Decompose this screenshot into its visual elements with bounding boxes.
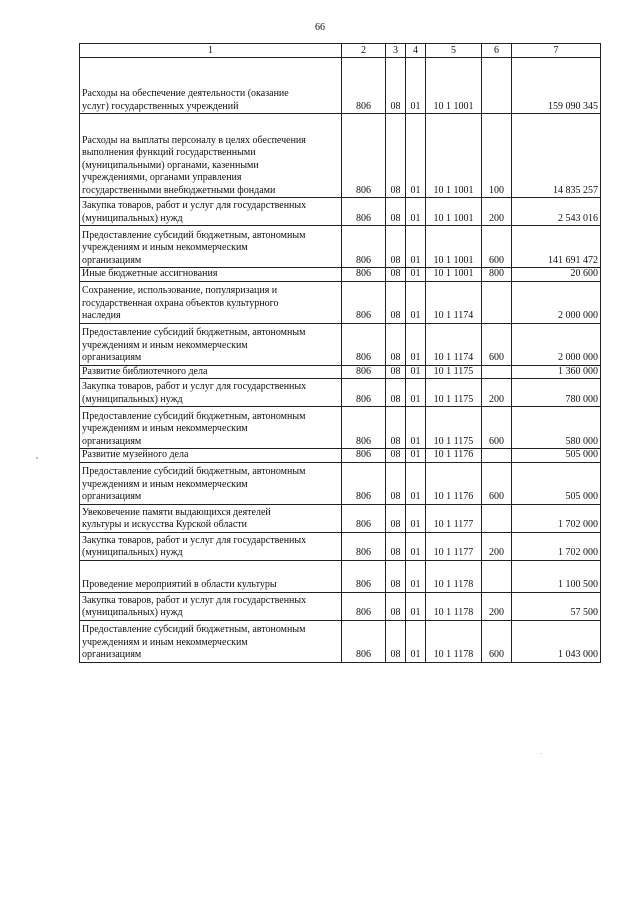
amount-cell	[512, 281, 601, 323]
subsection-code-text: 01	[410, 547, 421, 558]
amount-text: 1 043 000	[558, 649, 598, 660]
ministry-code-text: 806	[356, 519, 371, 530]
expense-type-cell	[482, 449, 512, 463]
amount-cell	[512, 462, 601, 504]
subsection-code-text: 01	[410, 352, 421, 363]
row-name-cell	[80, 58, 342, 114]
ministry-code-text: 806	[356, 254, 371, 266]
ministry-code-cell	[342, 198, 386, 226]
ministry-code-text: 806	[356, 579, 371, 590]
amount-cell	[512, 226, 601, 268]
subsection-code-text: 01	[410, 254, 421, 266]
target-article-cell	[426, 379, 482, 407]
amount-cell	[512, 323, 601, 365]
ministry-code-text: 806	[356, 310, 371, 321]
subsection-code-cell	[406, 560, 426, 592]
expense-type-text: 600	[489, 491, 504, 502]
target-article-text: 10 1 1174	[433, 352, 474, 363]
row-name-cell	[80, 462, 342, 504]
section-code-cell	[386, 504, 406, 532]
ministry-code-cell	[342, 560, 386, 592]
section-code-cell	[386, 198, 406, 226]
target-article-cell	[426, 114, 482, 198]
column-header: 4	[406, 44, 426, 58]
expense-type-cell	[482, 592, 512, 620]
section-code-cell	[386, 365, 406, 379]
expense-type-cell	[482, 281, 512, 323]
subsection-code-text: 01	[410, 579, 421, 590]
table-row	[80, 114, 601, 198]
column-header: 7	[512, 44, 601, 58]
expense-type-cell	[482, 365, 512, 379]
column-header: 1	[80, 44, 342, 58]
ministry-code-cell	[342, 532, 386, 560]
ministry-code-text: 806	[356, 365, 371, 377]
expense-type-text: 200	[489, 212, 504, 224]
expense-type-cell	[482, 462, 512, 504]
section-code-text: 08	[390, 491, 401, 502]
subsection-code-cell	[406, 323, 426, 365]
row-name-cell	[80, 114, 342, 198]
amount-text: 580 000	[565, 435, 598, 447]
ministry-code-text: 806	[356, 449, 371, 460]
table-body	[80, 58, 601, 663]
amount-cell	[512, 379, 601, 407]
target-article-cell	[426, 365, 482, 379]
ministry-code-text: 806	[356, 212, 371, 224]
subsection-code-text: 01	[410, 184, 421, 196]
target-article-cell	[426, 449, 482, 463]
row-name-text: Закупка товаров, работ и услуг для государственных (муниципальных) нужд	[82, 381, 307, 405]
expense-type-cell	[482, 198, 512, 226]
column-header: 6	[482, 44, 512, 58]
target-article-text: 10 1 1001	[433, 100, 474, 112]
target-article-cell	[426, 462, 482, 504]
target-article-cell	[426, 592, 482, 620]
section-code-text: 08	[390, 435, 401, 447]
table-row	[80, 560, 601, 592]
amount-text: 20 600	[570, 268, 598, 279]
target-article-cell	[426, 620, 482, 662]
expense-type-text: 800	[489, 268, 504, 279]
ministry-code-text: 806	[356, 352, 371, 363]
target-article-text: 10 1 1176	[433, 449, 474, 460]
amount-cell	[512, 365, 601, 379]
target-article-cell	[426, 226, 482, 268]
table-row	[80, 407, 601, 449]
amount-text: 2 000 000	[558, 310, 598, 321]
amount-text: 1 702 000	[558, 547, 598, 558]
row-name-cell	[80, 620, 342, 662]
target-article-cell	[426, 268, 482, 282]
ministry-code-cell	[342, 407, 386, 449]
section-code-cell	[386, 592, 406, 620]
expense-type-text: 100	[489, 184, 504, 196]
row-name-text: Закупка товаров, работ и услуг для государственных (муниципальных) нужд	[82, 200, 307, 224]
amount-text: 14 835 257	[553, 184, 598, 196]
expense-type-text: 600	[489, 352, 504, 363]
expense-type-cell	[482, 620, 512, 662]
subsection-code-cell	[406, 226, 426, 268]
target-article-cell	[426, 323, 482, 365]
target-article-text: 10 1 1001	[433, 212, 474, 224]
target-article-text: 10 1 1178	[433, 607, 474, 618]
section-code-text: 08	[390, 100, 401, 112]
amount-cell	[512, 532, 601, 560]
target-article-cell	[426, 407, 482, 449]
row-name-cell	[80, 226, 342, 268]
section-code-text: 08	[390, 365, 401, 377]
section-code-cell	[386, 114, 406, 198]
ministry-code-text: 806	[356, 607, 371, 618]
table-row	[80, 58, 601, 114]
amount-text: 2 000 000	[558, 352, 598, 363]
column-header: 5	[426, 44, 482, 58]
expense-type-cell	[482, 226, 512, 268]
row-name-cell	[80, 281, 342, 323]
subsection-code-text: 01	[410, 491, 421, 502]
target-article-text: 10 1 1175	[433, 393, 474, 405]
row-name-cell	[80, 504, 342, 532]
row-name-text: Предоставление субсидий бюджетным, автономным учреждениям и иным некоммерческим организациям	[82, 624, 306, 660]
expense-type-text: 600	[489, 254, 504, 266]
amount-text: 780 000	[565, 393, 598, 405]
ministry-code-cell	[342, 58, 386, 114]
subsection-code-cell	[406, 268, 426, 282]
ministry-code-text: 806	[356, 435, 371, 447]
ministry-code-text: 806	[356, 649, 371, 660]
row-name-text: Развитие библиотечного дела	[82, 365, 208, 377]
ministry-code-text: 806	[356, 393, 371, 405]
section-code-text: 08	[390, 310, 401, 321]
scan-artifact-mark: ,	[36, 451, 38, 460]
table-row	[80, 323, 601, 365]
subsection-code-cell	[406, 379, 426, 407]
subsection-code-cell	[406, 58, 426, 114]
amount-cell	[512, 560, 601, 592]
table-row	[80, 532, 601, 560]
expense-type-text: 200	[489, 547, 504, 558]
expense-type-cell	[482, 323, 512, 365]
subsection-code-cell	[406, 504, 426, 532]
ministry-code-cell	[342, 226, 386, 268]
row-name-text: Сохранение, использование, популяризация и государственная охрана объектов культурного наследия	[82, 285, 279, 321]
section-code-cell	[386, 532, 406, 560]
row-name-text: Предоставление субсидий бюджетным, автономным учреждениям и иным некоммерческим организациям	[82, 229, 306, 266]
target-article-text: 10 1 1174	[433, 310, 474, 321]
row-name-cell	[80, 365, 342, 379]
row-name-text: Предоставление субсидий бюджетным, автономным учреждениям и иным некоммерческим организациям	[82, 466, 306, 502]
target-article-text: 10 1 1001	[433, 184, 474, 196]
subsection-code-cell	[406, 449, 426, 463]
row-name-text: Проведение мероприятий в области культуры	[82, 579, 277, 590]
amount-cell	[512, 407, 601, 449]
section-code-text: 08	[390, 607, 401, 618]
subsection-code-text: 01	[410, 212, 421, 224]
target-article-text: 10 1 1175	[433, 435, 474, 447]
row-name-text: Расходы на выплаты персоналу в целях обеспечения выполнения функций государственными (муниципальными) органами, казенными учреждениями, органами управления государственными внебюджетными фондами	[82, 134, 306, 196]
section-code-cell	[386, 281, 406, 323]
row-name-cell	[80, 379, 342, 407]
table-row	[80, 226, 601, 268]
page-number: 66	[315, 22, 325, 33]
amount-cell	[512, 198, 601, 226]
row-name-text: Закупка товаров, работ и услуг для государственных (муниципальных) нужд	[82, 534, 307, 558]
ministry-code-text: 806	[356, 491, 371, 502]
expense-type-text: 600	[489, 649, 504, 660]
amount-cell	[512, 58, 601, 114]
table-row	[80, 198, 601, 226]
table-row	[80, 620, 601, 662]
section-code-cell	[386, 268, 406, 282]
target-article-cell	[426, 504, 482, 532]
table-row	[80, 268, 601, 282]
ministry-code-cell	[342, 268, 386, 282]
amount-text: 57 500	[570, 607, 598, 618]
target-article-text: 10 1 1178	[433, 649, 474, 660]
section-code-text: 08	[390, 547, 401, 558]
ministry-code-cell	[342, 504, 386, 532]
subsection-code-text: 01	[410, 100, 421, 112]
target-article-text: 10 1 1001	[433, 268, 474, 279]
subsection-code-text: 01	[410, 435, 421, 447]
table-row	[80, 379, 601, 407]
amount-text: 505 000	[565, 491, 598, 502]
ministry-code-cell	[342, 365, 386, 379]
subsection-code-cell	[406, 407, 426, 449]
section-code-cell	[386, 620, 406, 662]
expense-type-text: 200	[489, 607, 504, 618]
column-header: 2	[342, 44, 386, 58]
section-code-text: 08	[390, 649, 401, 660]
ministry-code-cell	[342, 323, 386, 365]
subsection-code-text: 01	[410, 519, 421, 530]
section-code-text: 08	[390, 519, 401, 530]
target-article-text: 10 1 1177	[433, 519, 474, 530]
amount-cell	[512, 114, 601, 198]
subsection-code-text: 01	[410, 649, 421, 660]
expense-type-cell	[482, 560, 512, 592]
section-code-text: 08	[390, 449, 401, 460]
target-article-cell	[426, 198, 482, 226]
section-code-cell	[386, 407, 406, 449]
target-article-text: 10 1 1177	[433, 547, 474, 558]
subsection-code-cell	[406, 281, 426, 323]
table-row	[80, 462, 601, 504]
subsection-code-cell	[406, 462, 426, 504]
budget-table	[79, 43, 601, 663]
table-row	[80, 449, 601, 463]
ministry-code-cell	[342, 379, 386, 407]
ministry-code-cell	[342, 592, 386, 620]
section-code-cell	[386, 323, 406, 365]
amount-cell	[512, 449, 601, 463]
target-article-text: 10 1 1001	[433, 254, 474, 266]
target-article-cell	[426, 532, 482, 560]
row-name-cell	[80, 407, 342, 449]
amount-text: 141 691 472	[548, 254, 598, 266]
scan-artifact-dot: .	[540, 748, 542, 756]
row-name-cell	[80, 268, 342, 282]
column-header: 3	[386, 44, 406, 58]
row-name-text: Закупка товаров, работ и услуг для государственных (муниципальных) нужд	[82, 594, 307, 618]
amount-text: 1 702 000	[558, 519, 598, 530]
row-name-text: Предоставление субсидий бюджетным, автономным учреждениям и иным некоммерческим организациям	[82, 410, 306, 447]
section-code-cell	[386, 58, 406, 114]
target-article-cell	[426, 281, 482, 323]
section-code-text: 08	[390, 184, 401, 196]
target-article-text: 10 1 1176	[433, 491, 474, 502]
amount-text: 1 100 500	[558, 579, 598, 590]
subsection-code-text: 01	[410, 393, 421, 405]
subsection-code-cell	[406, 592, 426, 620]
section-code-cell	[386, 449, 406, 463]
target-article-text: 10 1 1178	[433, 579, 474, 590]
target-article-text: 10 1 1175	[433, 365, 474, 377]
section-code-cell	[386, 560, 406, 592]
table-row	[80, 592, 601, 620]
subsection-code-text: 01	[410, 268, 421, 279]
subsection-code-cell	[406, 620, 426, 662]
subsection-code-cell	[406, 365, 426, 379]
subsection-code-cell	[406, 532, 426, 560]
amount-text: 1 360 000	[558, 365, 598, 377]
expense-type-cell	[482, 268, 512, 282]
section-code-cell	[386, 379, 406, 407]
ministry-code-text: 806	[356, 547, 371, 558]
expense-type-cell	[482, 114, 512, 198]
amount-cell	[512, 592, 601, 620]
amount-cell	[512, 620, 601, 662]
expense-type-cell	[482, 504, 512, 532]
subsection-code-text: 01	[410, 365, 421, 377]
row-name-cell	[80, 592, 342, 620]
row-name-text: Предоставление субсидий бюджетным, автономным учреждениям и иным некоммерческим организациям	[82, 327, 306, 363]
expense-type-cell	[482, 532, 512, 560]
ministry-code-cell	[342, 281, 386, 323]
ministry-code-text: 806	[356, 100, 371, 112]
table-row	[80, 281, 601, 323]
row-name-cell	[80, 532, 342, 560]
amount-text: 159 090 345	[548, 100, 598, 112]
section-code-text: 08	[390, 254, 401, 266]
subsection-code-cell	[406, 198, 426, 226]
ministry-code-text: 806	[356, 184, 371, 196]
ministry-code-cell	[342, 620, 386, 662]
amount-cell	[512, 504, 601, 532]
row-name-cell	[80, 198, 342, 226]
section-code-text: 08	[390, 579, 401, 590]
row-name-text: Иные бюджетные ассигнования	[82, 268, 218, 279]
subsection-code-text: 01	[410, 310, 421, 321]
ministry-code-cell	[342, 114, 386, 198]
row-name-cell	[80, 323, 342, 365]
row-name-text: Расходы на обеспечение деятельности (оказание услуг) государственных учреждений	[82, 88, 289, 112]
expense-type-text: 200	[489, 393, 504, 405]
section-code-text: 08	[390, 212, 401, 224]
amount-cell	[512, 268, 601, 282]
expense-type-cell	[482, 379, 512, 407]
row-name-text: Развитие музейного дела	[82, 449, 189, 460]
subsection-code-text: 01	[410, 607, 421, 618]
ministry-code-cell	[342, 449, 386, 463]
amount-text: 2 543 016	[558, 212, 598, 224]
target-article-cell	[426, 58, 482, 114]
section-code-text: 08	[390, 393, 401, 405]
table-row	[80, 365, 601, 379]
header-row	[80, 44, 601, 58]
section-code-cell	[386, 226, 406, 268]
amount-text: 505 000	[565, 449, 598, 460]
expense-type-text: 600	[489, 435, 504, 447]
section-code-cell	[386, 462, 406, 504]
row-name-cell	[80, 560, 342, 592]
section-code-text: 08	[390, 268, 401, 279]
ministry-code-text: 806	[356, 268, 371, 279]
row-name-text: Увековечение памяти выдающихся деятелей культуры и искусства Курской области	[82, 506, 271, 530]
expense-type-cell	[482, 58, 512, 114]
row-name-cell	[80, 449, 342, 463]
section-code-text: 08	[390, 352, 401, 363]
subsection-code-cell	[406, 114, 426, 198]
expense-type-cell	[482, 407, 512, 449]
target-article-cell	[426, 560, 482, 592]
table-row	[80, 504, 601, 532]
subsection-code-text: 01	[410, 449, 421, 460]
ministry-code-cell	[342, 462, 386, 504]
